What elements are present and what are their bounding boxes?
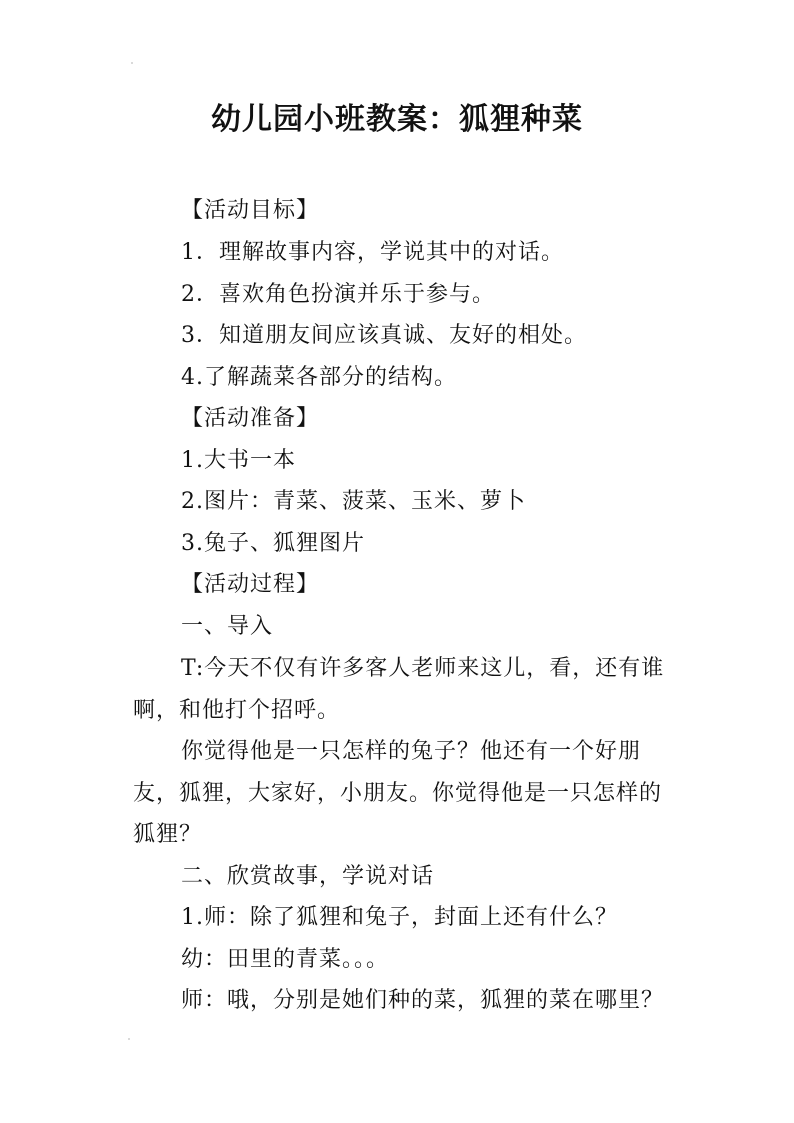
dialogue-line: 师：哦，分别是她们种的菜，狐狸的菜在哪里？	[181, 988, 665, 1013]
step-heading: 一、导入	[181, 614, 274, 639]
prep-item: 3.兔子、狐狸图片	[181, 531, 365, 556]
goal-item: 3．知道朋友间应该真诚、友好的相处。	[181, 323, 587, 348]
goal-item: 4.了解蔬菜各部分的结构。	[181, 365, 457, 390]
prep-heading: 【活动准备】	[181, 406, 320, 431]
prep-item: 2.图片：青菜、菠菜、玉米、萝卜	[181, 489, 526, 514]
page-title: 幼儿园小班教案：狐狸种菜	[211, 102, 583, 137]
scan-speck-top	[131, 62, 133, 64]
scan-speck-bottom	[128, 1038, 130, 1040]
goal-item: 1．理解故事内容，学说其中的对话。	[181, 240, 564, 265]
paragraph-intro: T:今天不仅有许多客人老师来这儿，看，还有谁啊，和他打个招呼。	[133, 656, 665, 723]
goal-item: 2．喜欢角色扮演并乐于参与。	[181, 282, 495, 307]
dialogue-line: 1.师：除了狐狸和兔子，封面上还有什么？	[181, 905, 618, 930]
dialogue-line: 幼：田里的青菜。。。	[181, 947, 390, 972]
goal-heading: 【活动目标】	[181, 198, 320, 223]
step-heading: 二、欣赏故事，学说对话	[181, 864, 435, 889]
process-heading: 【活动过程】	[181, 572, 320, 597]
paragraph-question: 你觉得他是一只怎样的兔子？他还有一个好朋友，狐狸，大家好，小朋友。你觉得他是一只怎样的狐狸？	[133, 739, 663, 847]
prep-item: 1.大书一本	[181, 448, 296, 473]
